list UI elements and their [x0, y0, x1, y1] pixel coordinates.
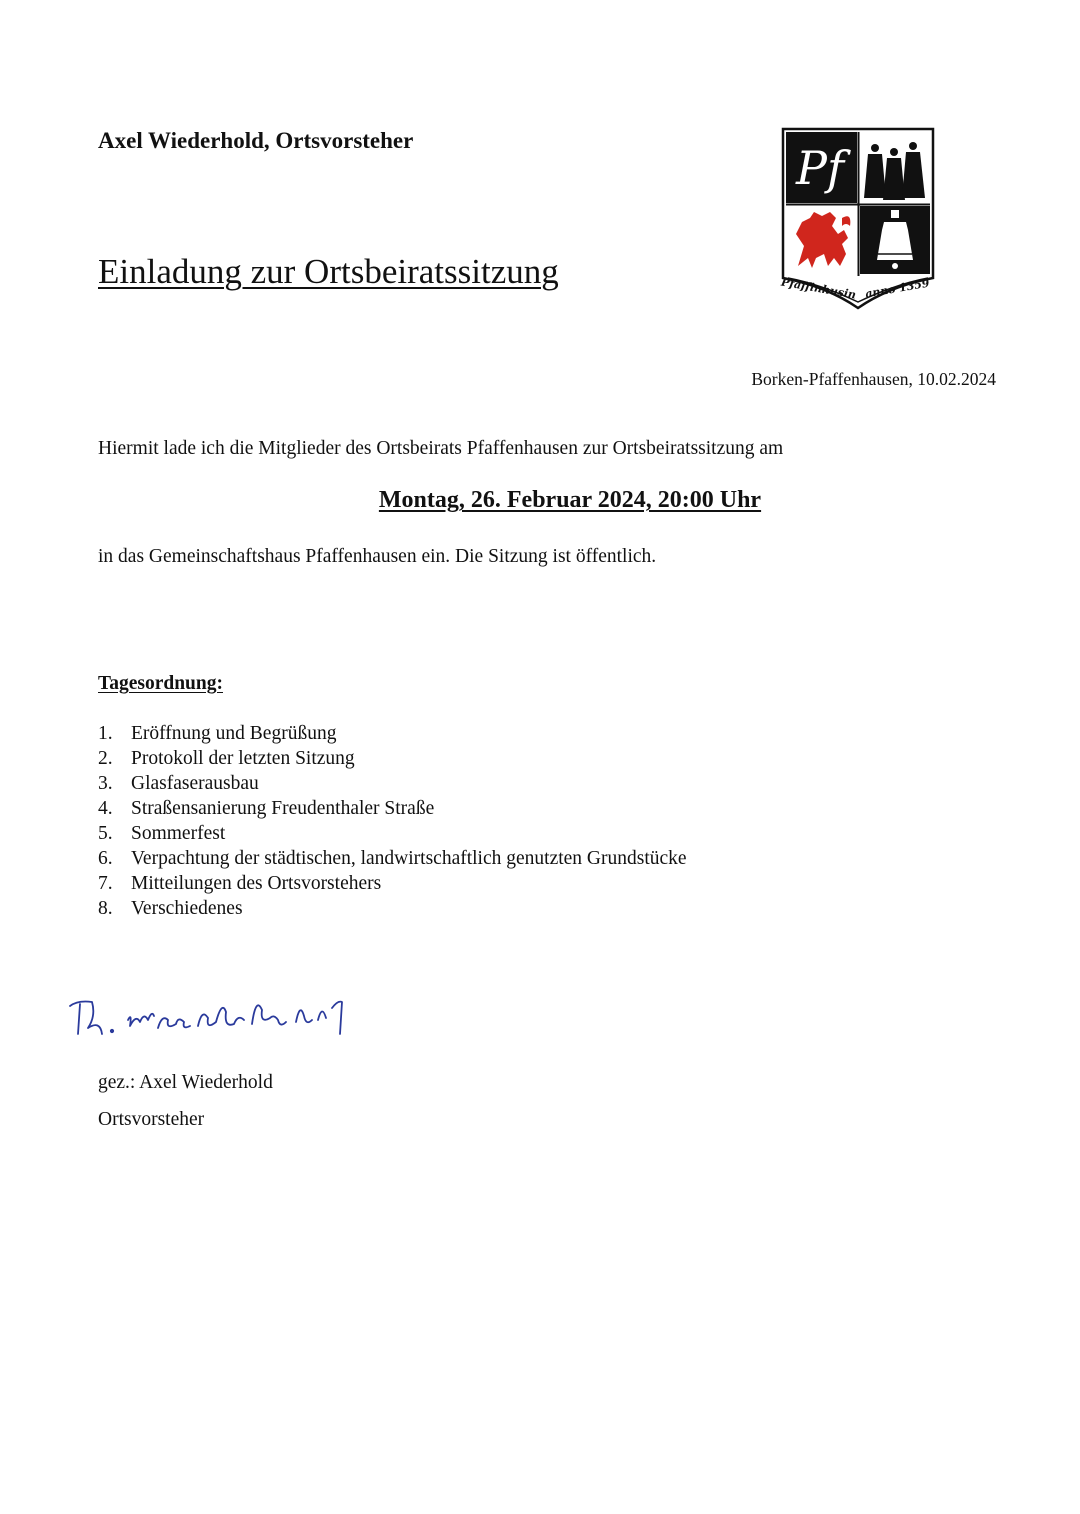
agenda-item: 3. Glasfaserausbau: [98, 773, 259, 794]
coat-of-arms-icon: [780, 126, 936, 312]
agenda-item: 4. Straßensanierung Freudenthaler Straße: [98, 798, 435, 819]
agenda-item-text: Straßensanierung Freudenthaler Straße: [131, 798, 435, 819]
agenda-item: 7. Mitteilungen des Ortsvorstehers: [98, 873, 382, 894]
agenda-item-text: Mitteilungen des Ortsvorstehers: [131, 873, 382, 894]
meeting-date: Montag, 26. Februar 2024, 20:00 Uhr: [378, 487, 762, 513]
invitation-intro: Hiermit lade ich die Mitglieder des Ortsbeirats Pfaffenhausen zur Ortsbeiratssitzung am: [98, 438, 784, 459]
agenda-item: 2. Protokoll der letzten Sitzung: [98, 748, 355, 769]
agenda-item-text: Sommerfest: [131, 823, 226, 844]
sender-line: Axel Wiederhold, Ortsvorsteher: [98, 128, 414, 153]
agenda-item-text: Glasfaserausbau: [131, 773, 259, 794]
agenda-item: 8. Verschiedenes: [98, 898, 243, 919]
meeting-location: in das Gemeinschaftshaus Pfaffenhausen ein. Die Sitzung ist öffentlich.: [98, 546, 657, 567]
agenda-item-text: Eröffnung und Begrüßung: [131, 723, 337, 744]
agenda-item: 5. Sommerfest: [98, 823, 226, 844]
agenda-item: 1. Eröffnung und Begrüßung: [98, 723, 337, 744]
agenda-item-text: Verpachtung der städtischen, landwirtschaftlich genutzten Grundstücke: [131, 848, 687, 869]
signer-role: Ortsvorsteher: [98, 1109, 205, 1130]
crest-monogram: Pf: [796, 141, 844, 195]
crest-banner-right: anno 1359: [864, 276, 931, 301]
agenda-item-text: Verschiedenes: [131, 898, 243, 919]
signed-by: gez.: Axel Wiederhold: [98, 1072, 273, 1093]
crest-banner-left: Pfaffinhusin: [780, 275, 858, 302]
agenda-item: 6. Verpachtung der städtischen, landwirtschaftlich genutzten Grundstücke: [98, 848, 687, 869]
agenda-heading: Tagesordnung:: [98, 673, 223, 694]
agenda-item-text: Protokoll der letzten Sitzung: [131, 748, 355, 769]
handwritten-signature-icon: [66, 990, 356, 1042]
place-and-date: Borken-Pfaffenhausen, 10.02.2024: [751, 369, 996, 389]
agenda-list: [98, 721, 687, 921]
document-title: Einladung zur Ortsbeiratssitzung: [98, 252, 559, 291]
